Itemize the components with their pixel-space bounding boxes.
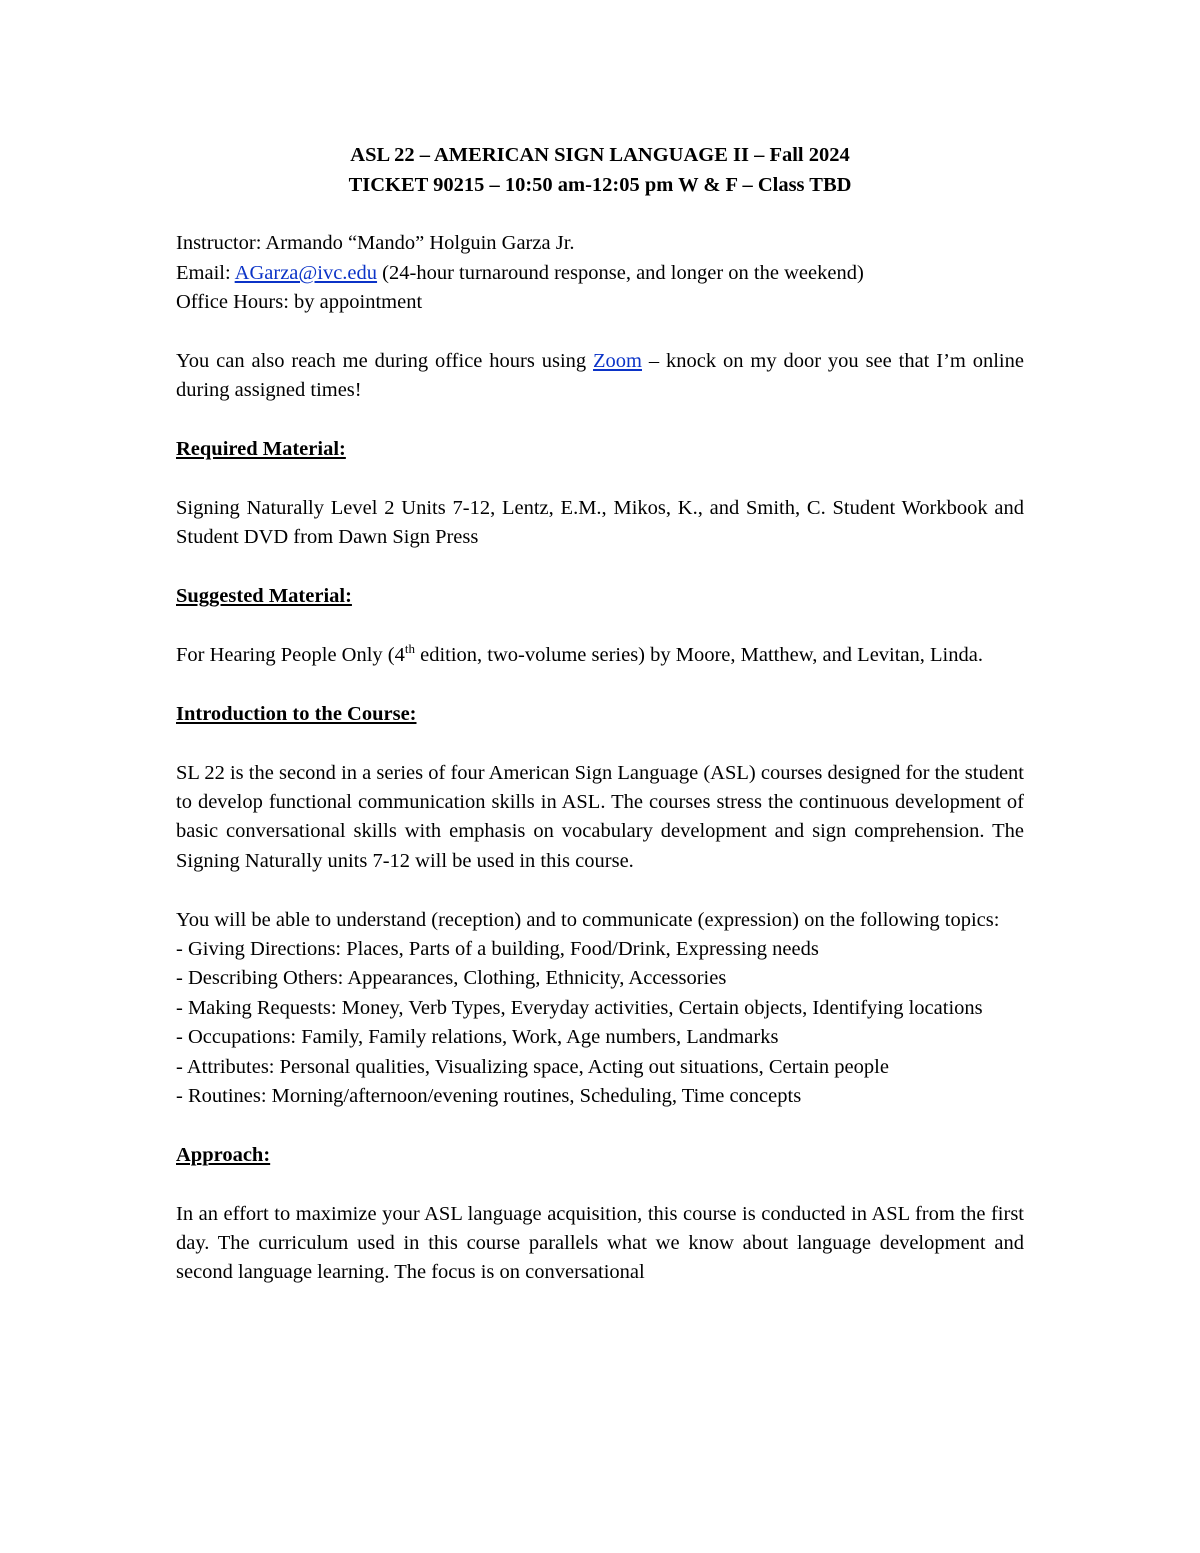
topic-item: - Attributes: Personal qualities, Visualizing space, Acting out situations, Certain people: [176, 1055, 889, 1078]
spacer: [176, 318, 1024, 347]
email-note: (24-hour turnaround response, and longer on the weekend): [377, 261, 864, 284]
syllabus-page: [176, 140, 1024, 1288]
spacer: [176, 876, 1024, 905]
email-label: Email:: [176, 261, 235, 284]
course-ticket-line: TICKET 90215 – 10:50 am-12:05 pm W & F – Class TBD: [348, 174, 852, 196]
email-link[interactable]: AGarza@ivc.edu: [234, 261, 378, 284]
topic-item: - Routines: Morning/afternoon/evening routines, Scheduling, Time concepts: [176, 1085, 802, 1108]
approach-heading: Approach:: [176, 1143, 271, 1166]
email-line: [176, 259, 1024, 288]
spacer: [176, 729, 1024, 758]
superscript-th: th: [404, 641, 415, 657]
zoom-text-after: – knock on my door you see that I’m online during assigned times!: [176, 350, 1024, 402]
topic-item: - Making Requests: Money, Verb Types, Everyday activities, Certain objects, Identifying locations: [176, 996, 983, 1019]
suggested-text-before: For Hearing People Only (4: [176, 644, 405, 666]
suggested-material-heading: Suggested Material:: [176, 585, 352, 608]
instructor-line: Instructor: Armando “Mando” Holguin Garza Jr.: [176, 232, 575, 255]
approach-text: In an effort to maximize your ASL language acquisition, this course is conducted in ASL from the first day. The curriculum used in this course parallels what we know about language development and second language learning. The focus is on conversational: [176, 1202, 1024, 1284]
spacer: [176, 406, 1024, 435]
spacer: [176, 1111, 1024, 1140]
spacer: [176, 670, 1024, 699]
topic-item: - Giving Directions: Places, Parts of a building, Food/Drink, Expressing needs: [176, 938, 819, 961]
course-title: ASL 22 – AMERICAN SIGN LANGUAGE II – Fall 2024: [350, 144, 850, 166]
spacer: [176, 553, 1024, 582]
spacer: [176, 200, 1024, 229]
office-hours-line: Office Hours: by appointment: [176, 291, 423, 314]
required-material-heading: Required Material:: [176, 438, 346, 461]
zoom-link[interactable]: Zoom: [593, 350, 642, 372]
zoom-paragraph: [176, 347, 1024, 406]
introduction-heading: Introduction to the Course:: [176, 702, 417, 725]
topic-item: - Occupations: Family, Family relations, Work, Age numbers, Landmarks: [176, 1026, 779, 1049]
spacer: [176, 1170, 1024, 1199]
suggested-text-after: edition, two-volume series) by Moore, Matthew, and Levitan, Linda.: [415, 644, 983, 666]
introduction-text: SL 22 is the second in a series of four American Sign Language (ASL) courses designed for the student to develop functional communication skills in ASL. The courses stress the continuous development of basic conversational skills with emphasis on vocabulary development and sign comprehension. The Signing Naturally units 7-12 will be used in this course.: [176, 761, 1024, 872]
suggested-material-text: [176, 641, 1024, 670]
spacer: [176, 612, 1024, 641]
topic-item: - Describing Others: Appearances, Clothing, Ethnicity, Accessories: [176, 967, 727, 990]
zoom-text-before: You can also reach me during office hours using: [176, 350, 594, 372]
required-material-text: Signing Naturally Level 2 Units 7-12, Lentz, E.M., Mikos, K., and Smith, C. Student Workbook and Student DVD from Dawn Sign Press: [176, 497, 1024, 549]
spacer: [176, 465, 1024, 494]
topics-intro: You will be able to understand (reception) and to communicate (expression) on the following topics:: [176, 908, 1000, 931]
